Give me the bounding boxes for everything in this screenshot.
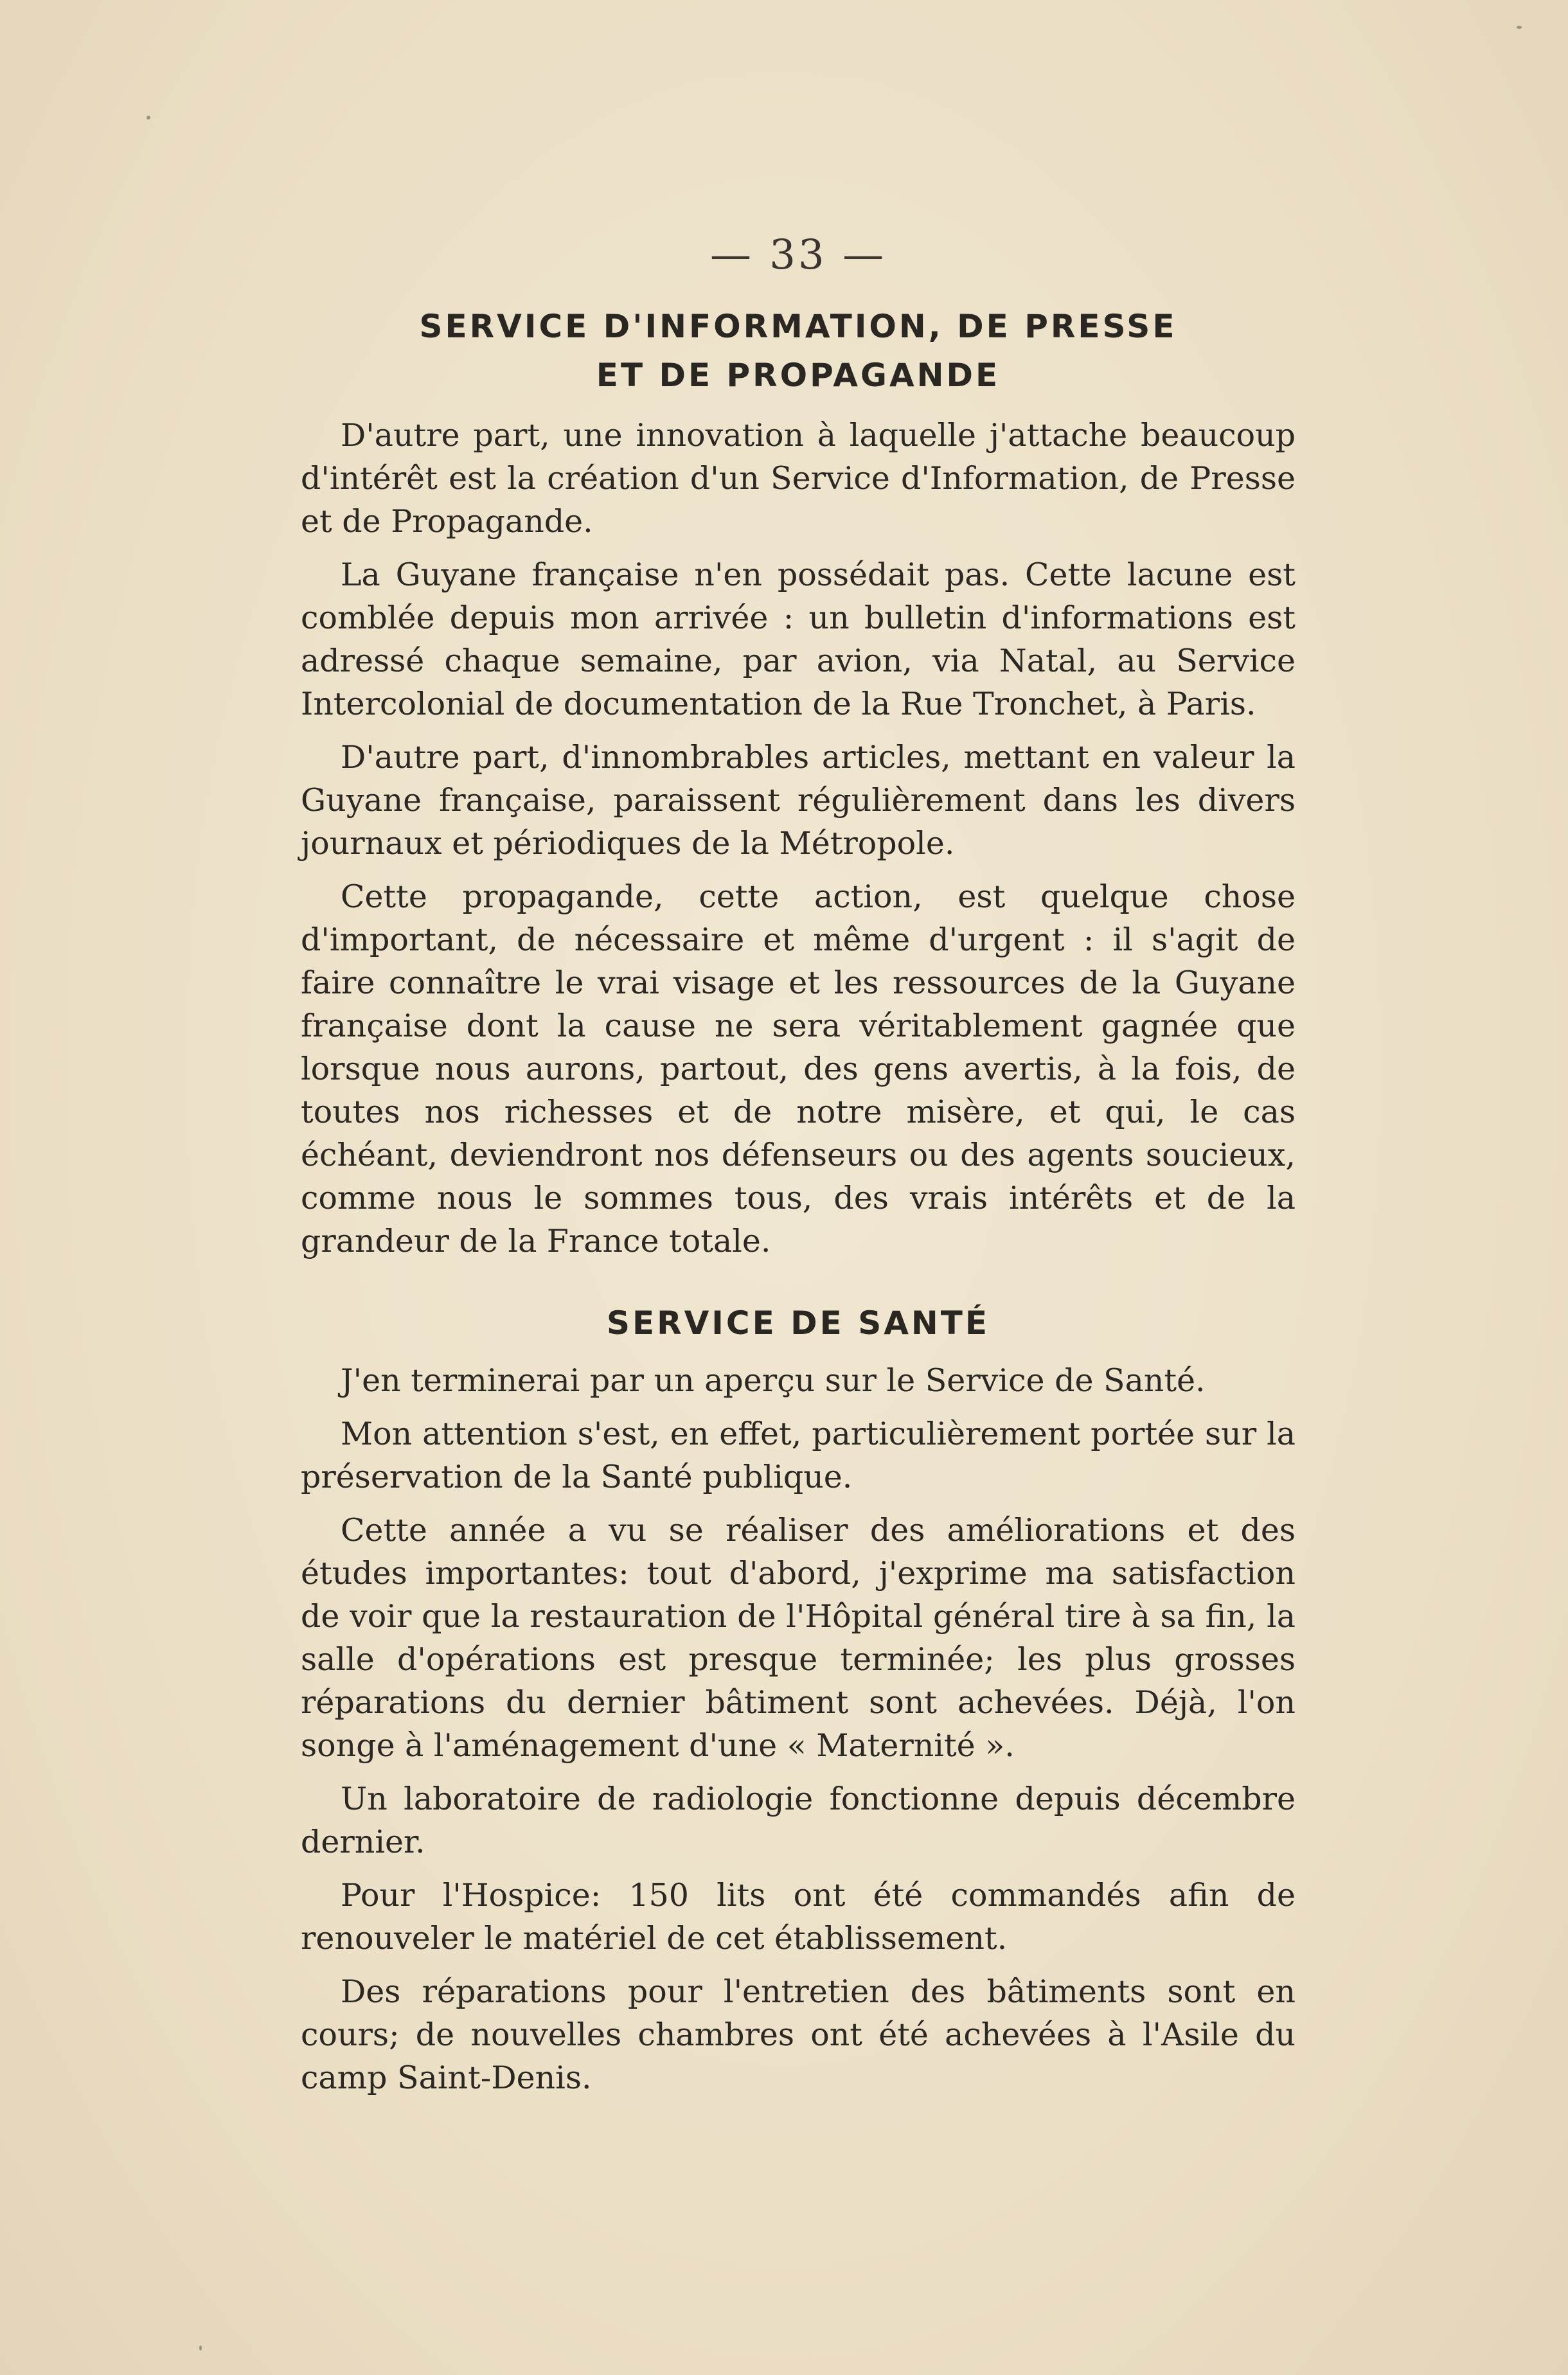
section-title-information-line2: ET DE PROPAGANDE [596, 357, 1001, 394]
section-title-information: SERVICE D'INFORMATION, DE PRESSE [419, 308, 1177, 345]
paper-speck [199, 2345, 202, 2351]
paragraph: Mon attention s'est, en effet, particulièrement portée sur la préservation de la Santé publique. [301, 1416, 1296, 1495]
paper-speck [1517, 26, 1522, 29]
paragraph: La Guyane française n'en possédait pas. Cette lacune est comblée depuis mon arrivée : un bulletin d'informations est adressé chaque semaine, par avion, via Natal, au Service Intercolonial de documentation de la Rue Tronchet, à Paris. [301, 556, 1296, 722]
paragraph: Cette propagande, cette action, est quelque chose d'important, de nécessaire et même d'urgent : il s'agit de faire connaître le vrai visage et les ressources de la Guyane française dont la cause ne sera véritablement gagnée que lorsque nous aurons, partout, des gens avertis, à la fois, de toutes nos richesses et de notre misère, et qui, le cas échéant, deviendront nos défenseurs ou des agents soucieux, comme nous le sommes tous, des vrais intérêts et de la grandeur de la France totale. [301, 878, 1296, 1259]
paragraph: Un laboratoire de radiologie fonctionne depuis décembre dernier. [301, 1781, 1296, 1860]
paragraph: J'en terminerai par un aperçu sur le Service de Santé. [341, 1362, 1206, 1399]
paper-speck [147, 116, 150, 120]
page-number: — 33 — [709, 231, 887, 279]
paragraph: Des réparations pour l'entretien des bâtiments sont en cours; de nouvelles chambres ont été achevées à l'Asile du camp Saint-Denis. [301, 1973, 1296, 2096]
paragraph: Pour l'Hospice: 150 lits ont été commandés afin de renouveler le matériel de cet établissement. [301, 1877, 1296, 1957]
paragraph: D'autre part, d'innombrables articles, mettant en valeur la Guyane française, paraissent régulièrement dans les divers journaux et périodiques de la Métropole. [301, 739, 1296, 862]
paragraph: Cette année a vu se réaliser des améliorations et des études importantes: tout d'abord, j'exprime ma satisfaction de voir que la restauration de l'Hôpital général tire à sa fin, la salle d'opérations est presque terminée; les plus grosses réparations du dernier bâtiment sont achevées. Déjà, l'on songe à l'aménagement d'une « Maternité ». [301, 1512, 1296, 1764]
paragraph: D'autre part, une innovation à laquelle j'attache beaucoup d'intérêt est la création d'un Service d'Information, de Presse et de Propagande. [301, 417, 1296, 540]
page-content [301, 231, 1296, 2110]
section-title-sante: SERVICE DE SANTÉ [606, 1304, 990, 1342]
